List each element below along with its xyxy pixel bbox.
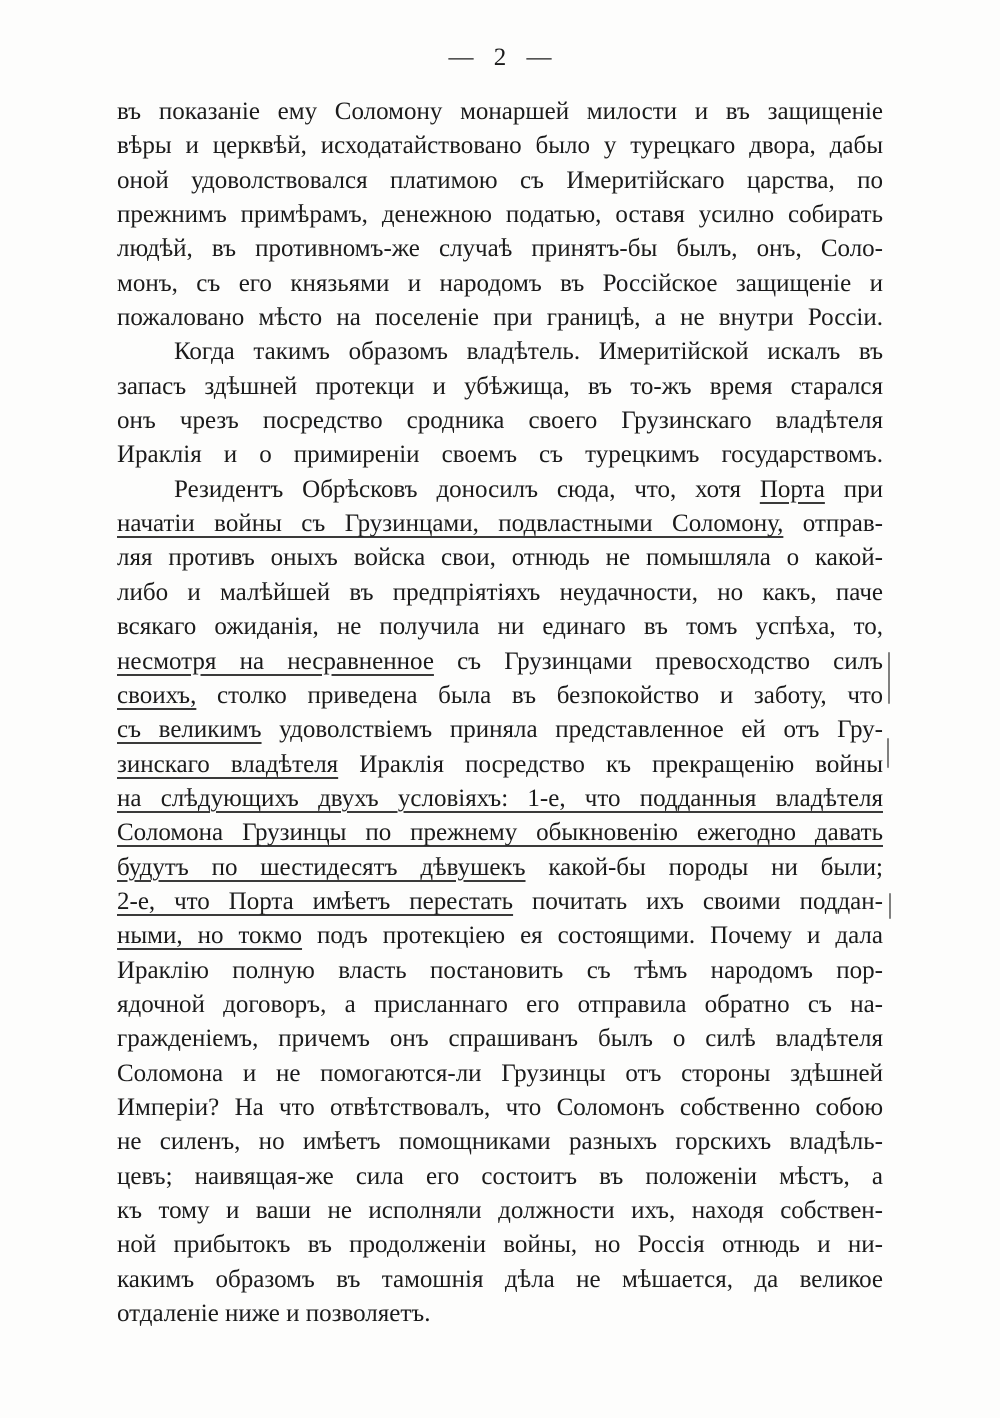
text-line xyxy=(117,370,883,404)
text-segment: почитать ихъ своими поддан- xyxy=(513,887,883,915)
underlined-text: 2-е, что Порта имѣетъ перестать xyxy=(117,887,514,915)
text-segment: всякаго ожиданія, не получила ни единаго въ томъ успѣха, то, xyxy=(117,613,883,641)
paragraph xyxy=(117,473,883,1332)
text-segment: Имперіи? На что отвѣтствовалъ, что Соломонъ собственно собою xyxy=(117,1093,883,1121)
text-line xyxy=(117,954,883,988)
text-line xyxy=(117,1228,883,1262)
text-line xyxy=(117,782,883,816)
text-line xyxy=(117,404,883,438)
underlined-text: несмотря на несравненное xyxy=(117,647,434,675)
text-line xyxy=(117,267,883,301)
text-line xyxy=(117,988,883,1022)
margin-pencil-mark xyxy=(888,652,890,704)
text-segment: удоволствіемъ приняла представленное ей отъ Гру- xyxy=(261,716,883,744)
underlined-text: зинскаго владѣтеля xyxy=(117,750,339,778)
text-segment: запасъ здѣшней протекци и убѣжища, въ то-жъ время старался xyxy=(117,372,883,400)
text-segment: къ тому и ваши не исполняли должности ихъ, находя собствен- xyxy=(117,1197,883,1224)
underlined-text: Порта xyxy=(759,475,825,503)
underlined-text: своихъ, xyxy=(117,681,197,709)
text-line xyxy=(117,576,883,610)
text-line xyxy=(117,919,883,953)
text-line xyxy=(117,713,883,747)
text-line xyxy=(117,1022,883,1056)
text-segment: гражденіемъ, причемъ онъ спрашиванъ былъ о силѣ владѣтеля xyxy=(117,1025,883,1053)
text-segment: монъ, съ его князьями и народомъ въ Россійское защищеніе и xyxy=(117,269,883,297)
text-segment: либо и малѣйшей въ предпріятіяхъ неудачности, но какъ, паче xyxy=(117,578,883,606)
text-segment: Ираклія посредство къ прекращенію войны xyxy=(338,750,883,778)
text-segment: какой-бы породы ни были; xyxy=(525,853,883,881)
underlined-text: будутъ по шестидесятъ дѣвушекъ xyxy=(117,853,526,881)
text-line xyxy=(117,816,883,850)
paragraph xyxy=(117,95,883,335)
text-segment: въ показаніе ему Соломону монаршей милости и въ защищеніе xyxy=(117,98,883,125)
text-segment: ной прибытокъ въ продолженіи войны, но Россія отнюдь и ни- xyxy=(117,1231,883,1259)
text-segment: подъ протекціею ея состоящими. Почему и дала xyxy=(302,922,883,950)
text-line xyxy=(117,1160,883,1194)
text-line xyxy=(117,748,883,782)
text-segment: не силенъ, но имѣетъ помощниками разныхъ горскихъ владѣль- xyxy=(117,1128,883,1156)
margin-pencil-mark xyxy=(887,738,889,768)
text-segment: какимъ образомъ въ тамошнія дѣла не мѣшается, да великое xyxy=(117,1265,883,1293)
paragraph xyxy=(117,335,883,472)
text-segment: столко приведена была въ безпокойство и заботу, что xyxy=(196,681,883,709)
text-line xyxy=(117,438,883,472)
text-line xyxy=(117,198,883,232)
text-line xyxy=(117,851,883,885)
text-line xyxy=(117,301,883,335)
text-segment: при xyxy=(824,475,883,503)
text-line xyxy=(117,679,883,713)
text-segment: Ираклію полную власть постановить съ тѣмъ народомъ пор- xyxy=(117,956,883,984)
text-segment: Соломона и не помогаются-ли Грузинцы отъ стороны здѣшней xyxy=(117,1059,883,1087)
text-line xyxy=(117,1297,883,1331)
page-number: — 2 — xyxy=(448,44,552,71)
text-line xyxy=(117,1091,883,1125)
text-line xyxy=(117,1263,883,1297)
text-line xyxy=(117,473,883,507)
text-segment: людѣй, въ противномъ-же случаѣ принятъ-бы былъ, онъ, Соло- xyxy=(117,235,883,263)
text-line xyxy=(117,1057,883,1091)
text-line xyxy=(117,1125,883,1159)
text-segment: прежнимъ примѣрамъ, денежною податью, оставя усилно собирать xyxy=(117,201,883,229)
text-segment: пожаловано мѣсто на поселеніе при границѣ, а не внутри Россіи. xyxy=(117,304,883,332)
underlined-text: ными, но токмо xyxy=(117,922,303,950)
underlined-text: Соломона Грузинцы по прежнему обыкновенію ежегодно давать xyxy=(117,819,883,847)
text-line xyxy=(117,129,883,163)
margin-pencil-mark xyxy=(889,893,891,919)
text-line xyxy=(117,232,883,266)
text-line xyxy=(117,95,883,129)
text-line xyxy=(117,541,883,575)
text-line xyxy=(117,885,883,919)
text-segment: Ираклія и о примиреніи своемъ съ турецкимъ государствомъ. xyxy=(117,441,883,469)
text-line xyxy=(117,335,883,369)
text-segment: отдаленіе ниже и позволяетъ. xyxy=(117,1300,431,1328)
underlined-text: начатіи войны съ Грузинцами, подвластными Соломону, xyxy=(117,510,784,538)
underlined-text: съ великимъ xyxy=(117,716,262,744)
page-text xyxy=(117,95,883,1331)
underlined-text: на слѣдующихъ двухъ условіяхъ: 1-е, что подданныя владѣтеля xyxy=(117,784,883,812)
text-segment: съ Грузинцами превосходство силъ xyxy=(433,647,883,675)
text-segment: отправ- xyxy=(783,510,883,538)
text-line xyxy=(117,1194,883,1228)
text-line xyxy=(117,610,883,644)
text-line xyxy=(117,164,883,198)
text-segment: вѣры и церквѣй, исходатайствовано было у турецкаго двора, дабы xyxy=(117,132,883,160)
text-segment: оной удоволствовался платимою съ Имеритійскаго царства, по xyxy=(117,166,883,194)
text-segment: цевъ; наивящая-же сила его состоитъ въ положеніи мѣстъ, а xyxy=(117,1162,883,1190)
text-segment: Когда такимъ образомъ владѣтель. Имеритійской искалъ въ xyxy=(174,338,883,366)
text-segment: Резидентъ Обрѣсковъ доносилъ сюда, что, хотя xyxy=(174,475,760,503)
text-segment: ляя противъ оныхъ войска свои, отнюдь не помышляла о какой- xyxy=(117,544,883,572)
text-line xyxy=(117,507,883,541)
text-segment: онъ чрезъ посредство сродника своего Грузинскаго владѣтеля xyxy=(117,407,883,435)
text-line xyxy=(117,645,883,679)
text-segment: ядочной договоръ, а присланнаго его отправила обратно съ на- xyxy=(117,990,883,1018)
